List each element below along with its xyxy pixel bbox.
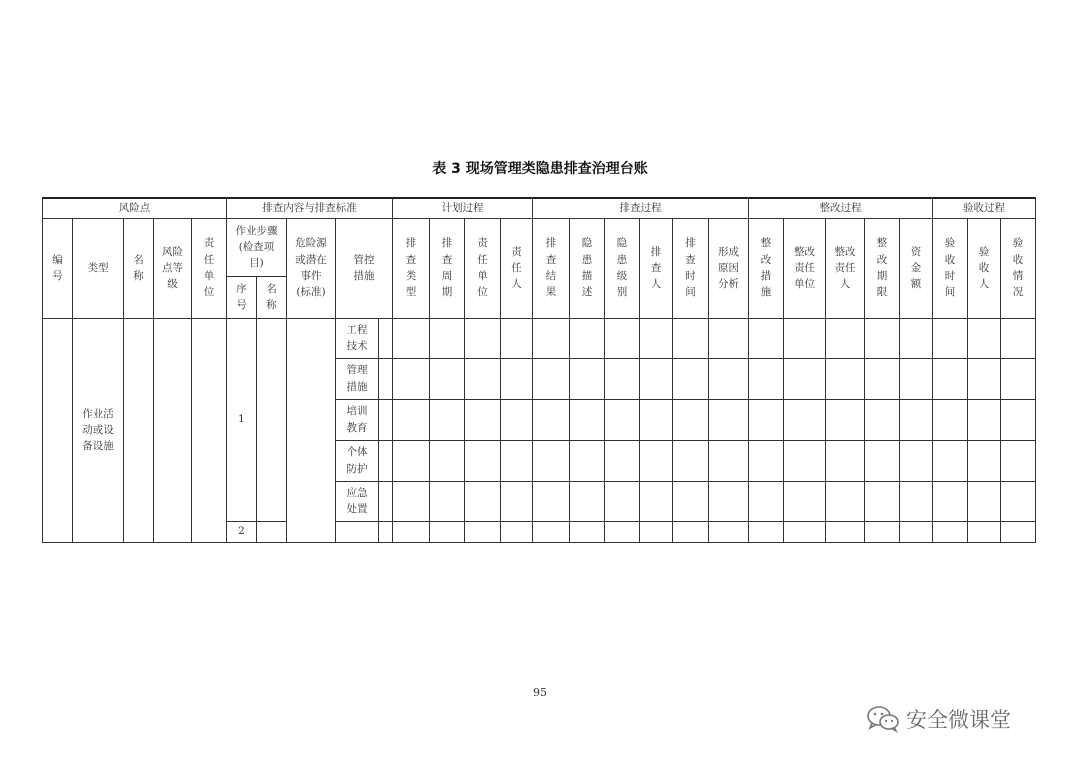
body-step2-seq: 2	[227, 521, 257, 542]
col-header-check-person: 排 查 人	[640, 218, 673, 318]
col-header-check-time: 排 查 时 间	[673, 218, 709, 318]
col-header-accept-time: 验 收 时 间	[933, 218, 968, 318]
col-header-cause: 形成 原因 分析	[709, 218, 749, 318]
col-header-hazard-desc: 隐 患 描 述	[570, 218, 605, 318]
col-header-fund: 资 金 额	[900, 218, 933, 318]
group-accept: 验收过程	[933, 198, 1036, 218]
col-header-accept-status: 验 收 情 况	[1001, 218, 1036, 318]
watermark	[866, 704, 1011, 734]
body-level-cell	[154, 318, 192, 542]
col-header-check-result: 排 查 结 果	[533, 218, 570, 318]
col-header-rect-measure: 整 改 措 施	[749, 218, 784, 318]
table-title: 表 3 现场管理类隐患排查治理台账	[432, 161, 648, 177]
body-name-cell	[124, 318, 154, 542]
hazard-ledger-table	[42, 197, 1036, 543]
col-header-measures: 管控 措施	[336, 218, 393, 318]
body-unit-cell	[192, 318, 227, 542]
col-header-type: 类型	[73, 218, 124, 318]
col-header-hazard: 危险源 或潜在 事件 (标准)	[287, 218, 336, 318]
group-rectify: 整改过程	[749, 198, 933, 218]
body-hazard-cell	[287, 318, 336, 542]
col-header-plan-person: 责 任 人	[501, 218, 533, 318]
body-measure-training: 培训 教育	[336, 399, 379, 440]
watermark-text: 安全微课堂	[906, 708, 1011, 732]
col-header-unit: 责 任 单 位	[192, 218, 227, 318]
col-header-step-name: 名 称	[257, 276, 287, 318]
group-check: 排查过程	[533, 198, 749, 218]
page-number: 95	[533, 686, 547, 699]
col-header-rect-person: 整改 责任 人	[826, 218, 865, 318]
col-header-seq: 序 号	[227, 276, 257, 318]
wechat-icon	[866, 705, 900, 733]
body-measure-management: 管理 措施	[336, 358, 379, 399]
body-step1-seq: 1	[227, 318, 257, 521]
body-measure-protection: 个体 防护	[336, 440, 379, 481]
table-row	[43, 318, 1036, 358]
col-header-name: 名 称	[124, 218, 154, 318]
col-header-plan-unit: 责 任 单 位	[465, 218, 501, 318]
col-header-no: 编 号	[43, 218, 73, 318]
body-measure-engineering: 工程 技术	[336, 318, 379, 358]
col-header-hazard-level: 隐 患 级 别	[605, 218, 640, 318]
col-header-accept-person: 验 收 人	[968, 218, 1001, 318]
body-measure-emergency: 应急 处置	[336, 481, 379, 521]
col-header-rect-unit: 整改 责任 单位	[784, 218, 826, 318]
col-header-level: 风险 点等 级	[154, 218, 192, 318]
col-header-rect-deadline: 整 改 期 限	[865, 218, 900, 318]
body-step1-name	[257, 318, 287, 521]
col-header-plan-type: 排 查 类 型	[393, 218, 430, 318]
group-inspection: 排查内容与排查标准	[227, 198, 393, 218]
group-plan: 计划过程	[393, 198, 533, 218]
body-no-cell	[43, 318, 73, 542]
col-header-steps: 作业步骤 (检查项 目)	[227, 218, 287, 276]
group-risk-point: 风险点	[43, 198, 227, 218]
body-category-cell: 作业活 动或设 备设施	[73, 318, 124, 542]
col-header-plan-cycle: 排 查 周 期	[430, 218, 465, 318]
